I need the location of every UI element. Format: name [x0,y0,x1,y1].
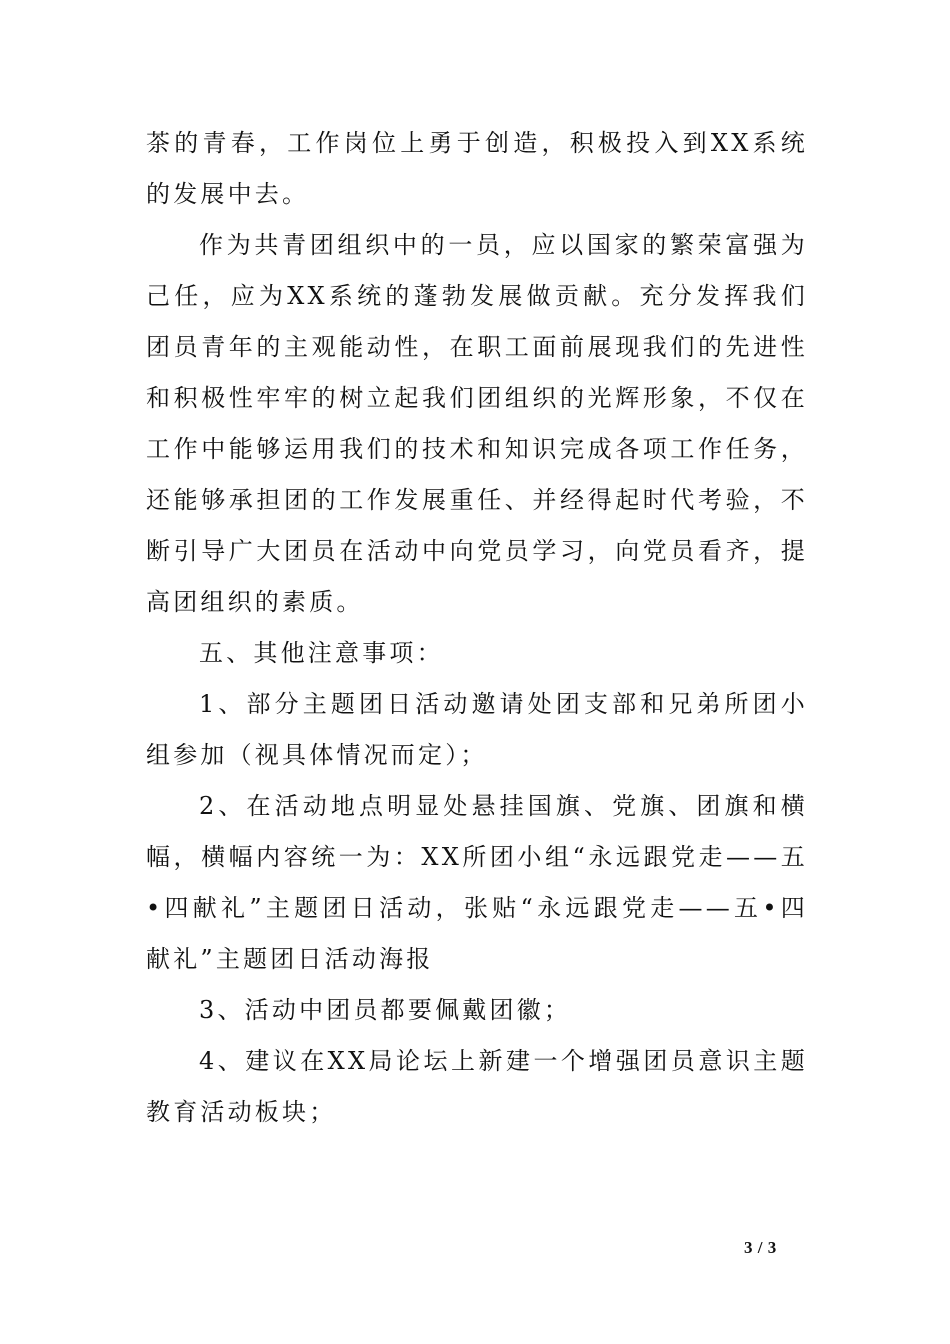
paragraph-2: 作为共青团组织中的一员，应以国家的繁荣富强为己任，应为XX系统的蓬勃发展做贡献。充分发挥我们团员青年的主观能动性，在职工面前展现我们的先进性和积极性牢牢的树立起我们团组织的光辉形象，不仅在工作中能够运用我们的技术和知识完成各项工作任务，还能够承担团的工作发展重任、并经得起时代考验，不断引导广大团员在活动中向党员学习，向党员看齐，提高团组织的素质。 [146,231,808,616]
paragraph-1: 茶的青春，工作岗位上勇于创造，积极投入到XX系统的发展中去。 [146,129,808,208]
list-item-3: 3、活动中团员都要佩戴团徽； [199,996,572,1024]
document-body [146,118,808,1138]
list-item-1: 1、部分主题团日活动邀请处团支部和兄弟所团小组参加（视具体情况而定）； [146,690,808,769]
section-heading: 五、其他注意事项： [199,639,444,667]
list-item-2: 2、在活动地点明显处悬挂国旗、党旗、团旗和横幅，横幅内容统一为：XX所团小组“永远跟党走——五•四献礼”主题团日活动，张贴“永远跟党走——五•四献礼”主题团日活动海报 [146,792,808,973]
page-number: 3 / 3 [744,1238,777,1257]
list-item-4: 4、建议在XX局论坛上新建一个增强团员意识主题教育活动板块； [146,1047,808,1126]
